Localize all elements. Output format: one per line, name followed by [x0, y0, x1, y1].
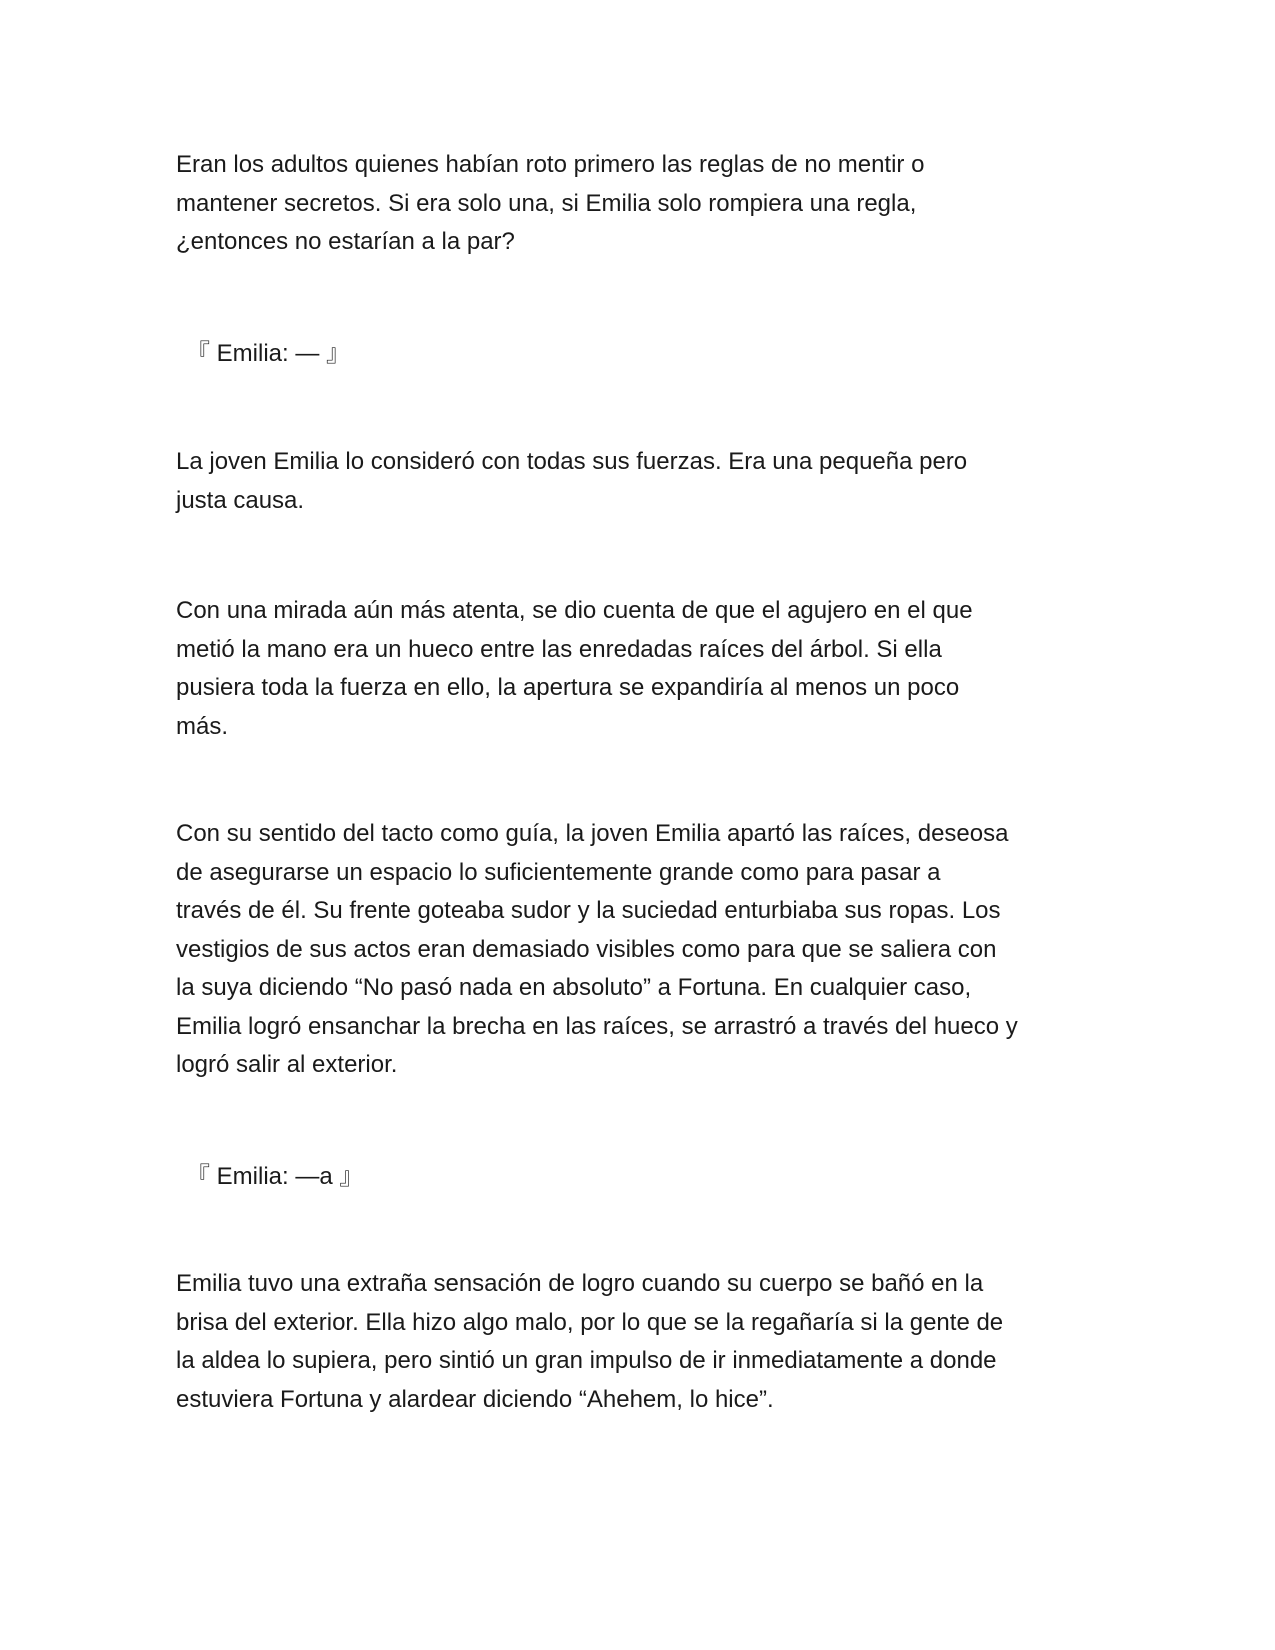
- paragraph-5: Emilia tuvo una extraña sensación de logro cuando su cuerpo se bañó en la brisa del exterior. Ella hizo algo malo, por lo que se la regañaría si la gente de la aldea lo supiera, pero sintió un gran impulso de ir inmediatamente a donde estuviera Fortuna y alardear diciendo “Ahehem, lo hice”.: [176, 1270, 1004, 1413]
- paragraph-4: Con su sentido del tacto como guía, la joven Emilia apartó las raíces, deseosa de asegurarse un espacio lo suficientemente grande como para pasar a través de él. Su frente goteaba sudor y la suciedad enturbiaba sus ropas. Los vestigios de sus actos eran demasiado visibles como para que se saliera con la suya diciendo “No pasó nada en absoluto” a Fortuna. En cualquier caso, Emilia logró ensanchar la brecha en las raíces, se arrastró a través del hueco y logró salir al exterior.: [176, 820, 1018, 1078]
- dialogue-line-2: 『 Emilia: —a 』: [186, 1163, 364, 1190]
- paragraph-3: Con una mirada aún más atenta, se dio cuenta de que el agujero en el que metió la mano era un hueco entre las enredadas raíces del árbol. Si ella pusiera toda la fuerza en ello, la apertura se expandiría al menos un poco más.: [176, 597, 973, 740]
- paragraph-1: Eran los adultos quienes habían roto primero las reglas de no mentir o mantener secretos. Si era solo una, si Emilia solo rompiera una regla, ¿entonces no estarían a la par?: [176, 151, 925, 255]
- paragraph-2: La joven Emilia lo consideró con todas sus fuerzas. Era una pequeña pero justa causa.: [176, 448, 968, 514]
- dialogue-line-1: 『 Emilia: — 』: [186, 340, 351, 367]
